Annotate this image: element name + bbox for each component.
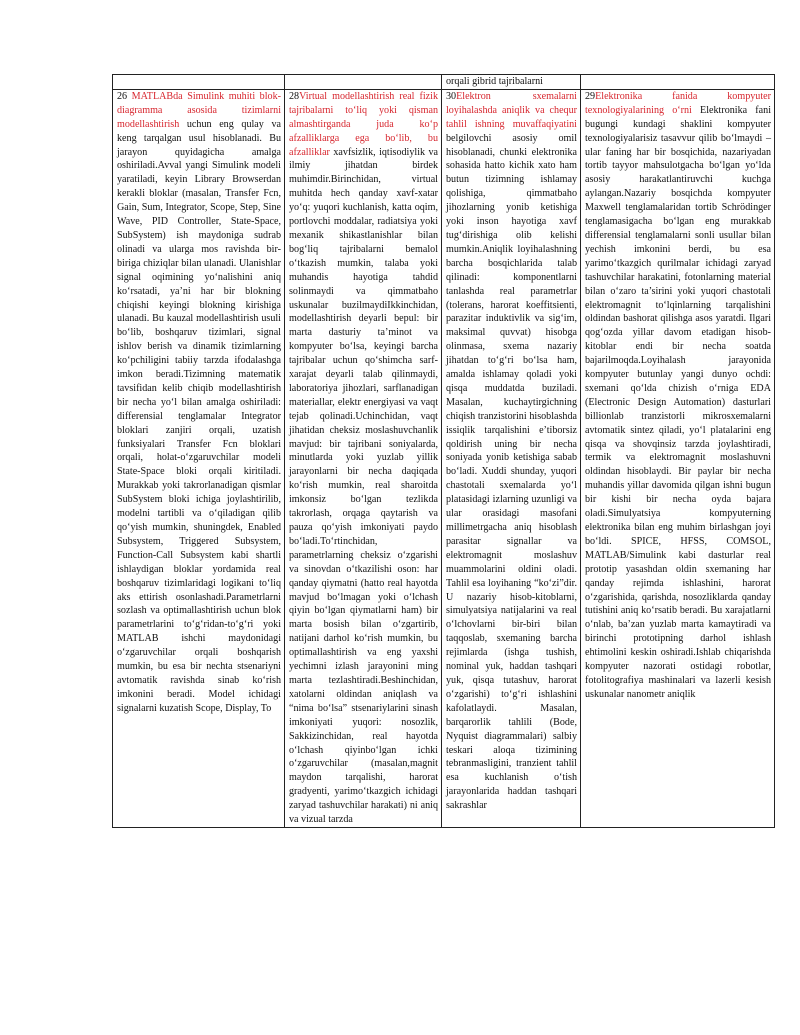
column-title: Virtual modellashtirish real fizik tajribalarni to‘liq yoki qisman almashtirganda juda ko‘p afzalliklarga ega bo‘lib, bu afzalliklar: [289, 90, 438, 158]
column-number: 30: [446, 90, 457, 102]
column-28: [285, 89, 442, 827]
column-body: belgilovchi asosiy omil hisoblanadi, chunki elektronika sohasida hatto kichik xato ham butun tizimning ishlamay qolishiga, qimmatbaho jihozlarning yonib ketishiga yoki inson hayotiga xavf tug‘dirishiga olib kelishi mumkin.Aniqlik loyihalashning barcha bosqichlarida talab qilinadi: komponentlarni tanlashda real parametrlar (tolerans, harorat koeffitsienti, parazitar induktivlik va sig‘im, maksimal quvvat) hisobga olinmasa, sxema nazariy jihatdan to‘g‘ri bo‘lsa ham, amalda ishlamay qoladi yoki qisqa muddatda buziladi. Masalan, kuchaytirgichning chiqish tranzistorini hisoblashda issiqlik tarqalishini e’tiborsiz qoldirish uning bir necha soniyada yonib ketishiga sabab bo‘ladi. Xuddi shunday, yuqori chastotali sxemalarda yo‘l platasidagi izlarning uzunligi va ular orasidagi masofani millimetrgacha aniq hisoblash parasitar signallar va elektromagnit moslashuv muammolarini oldini oladi. Tahlil esa loyihaning “ko‘zi”dir. U nazariy hisob-kitoblarni, simulyatsiya natijalarini va real o‘lchovlarni bir-biri bilan taqqoslab, sxemaning barcha rejimlarda (ishga tushish, nominal yuk, haddan tashqari yuk, qisqa tutashuv, harorat o‘zgarishi) to‘g‘ri ishlashini kafolatlaydi. Masalan, barqarorlik tahlili (Bode, Nyquist diagrammalari) salbiy teskari aloqa tizimining tebranmasligini, tranzient tahlil esa kuchlanish o‘tish jarayonlarida haddan tashqari sakrashlar: [446, 132, 577, 812]
column-title: Elektronika fanida kompyuter texnologiyalarining o‘rni: [585, 90, 771, 116]
column-body: uchun eng qulay va keng tarqalgan usul hisoblanadi. Bu jarayon quyidagicha amalga oshiriladi.Avval yangi Simulink modeli yaratiladi, keyin Library Browserdan kerakli bloklar (masalan, Transfer Fcn, Gain, Sum, Integrator, Scope, Step, Sine Wave, PID Controller, State-Space, SubSystem) ish maydoniga sudrab olinadi va ularga mos ravishda bir-biriga chiziqlar bilan ulanadi. Ulanishlar signal oqimining yo‘nalishini aniq ko‘rsatadi, ya’ni har bir blokning chiqishi keyingi blokning kirishiga ulanadi. Bu kauzal modellashtirish usuli bo‘lib, boshqaruv tizimlari, signal ishlov berish va dinamik tizimlarning ko‘pchiligini tabiiy tarzda ifodalashga imkon beradi.Tizimning matematik tavsifidan kelib chiqib modellashtirish bir necha yo‘l bilan amalga oshiriladi: differensial tenglamalar Integrator bloklari zanjiri orqali, uzatish funksiyalari Transfer Fcn bloklari orqali, holat-o‘zgaruvchilar modeli State-Space bloki orqali kiritiladi. Murakkab yoki takrorlanadigan qismlar SubSystem bloki ichiga joylashtirilib, modelni tartibli va o‘qiladigan qilib qo‘yish mumkin, shuningdek, Enabled Subsystem, Triggered Subsystem, Function-Call Subsystem kabi shartli ishlaydigan bloklar yordamida real boshqaruv tizimlaridagi logikani to‘liq aks ettirish osonlashadi.Parametrlarni sozlash va optimallashtirish uchun blok parametrlarini to‘g‘ridan-to‘g‘ri yoki MATLAB ishchi maydonidagi o‘zgaruvchilar orqali boshqarish mumkin, bu esa bir nechta stsenariyni avtomatik ravishda sinab ko‘rish imkonini beradi. Model ichidagi signalarni kuzatish Scope, Display, To: [117, 118, 281, 714]
top-cell-3: [442, 75, 581, 90]
column-number: 29: [585, 90, 596, 102]
top-cell-3-text: orqali gibrid tajribalarni: [446, 76, 543, 87]
column-body: Elektronika fani bugungi kundagi shaklini kompyuter texnologiyalarisiz tasavvur qilib bo‘lmaydi – ular faning har bir bosqichida, nazariyadan tortib tayyor mahsulotgacha bo‘lgan yo‘lda asosiy harakatlantiruvchi kuchga aylangan.Nazariy bosqichda kompyuter Maxwell tenglamalaridan tortib Schrödinger tenglamasigacha bo‘lgan eng murakkab differensial tenglamalarni sonli usullar bilan yechish imkonini berdi, bu esa yarimo‘tkazgich qurilmalar ichidagi zaryad tashuvchilar harakatini, fotonlarning material bilan o‘zaro ta’sirini yoki yuqori chastotali elektromagnit to‘lqinlarning tarqalishini oldindan bashorat qilishga asos yaratdi. Ilgari qog‘ozda yillar davom etadigan hisob-kitoblar endi bir necha soatda bajarilmoqda.Loyihalash jarayonida kompyuter butunlay yangi dunyo ochdi: sxemani qo‘lda chizish o‘rniga EDA (Electronic Design Automation) dasturlari billionlab tranzistorli mikrosxemalarni avtomatik sintez qiladi, yo‘l platalarini eng qisqa va shovqinsiz tarzda joylashtiradi, termik va elektromagnit moslashuvni oldindan hisoblaydi. Bir paylar bir necha muhandis yillar davomida qilgan ishni bugun bir kishi bir necha oyda bajara oladi.Simulyatsiya kompyuterning elektronika bilan eng muhim birlashgan joyi bo‘ldi. SPICE, HFSS, COMSOL, MATLAB/Simulink kabi dasturlar real prototip yasashdan oldin sxemaning har qanday rejimda ishlashini, harorat o‘zgarishida, qarishda, nosozliklarda qanday tutishini aniq ko‘rsatib beradi. Bu xarajatlarni o‘nlab, ba’zan yuzlab marta kamaytiradi va birinchi prototipning darhol ishlash ehtimolini keskin oshiradi.Ishlab chiqarishda kompyuter nazorati ostidagi robotlar, fotolitografiya mashinalari va lazerli kesish uskunalar nanometr aniqlik: [585, 104, 771, 700]
top-cell-2: [285, 75, 442, 90]
table-header-row: [113, 75, 775, 90]
column-title: MATLABda Simulink muhiti blok-diagramma asosida tizimlarni modellashtirish: [117, 90, 281, 130]
top-cell-1: [113, 75, 285, 90]
column-29: [581, 89, 775, 827]
column-number: 26: [117, 90, 128, 102]
column-26: [113, 89, 285, 827]
column-30: [442, 89, 581, 827]
column-number: 28: [289, 90, 300, 102]
column-title: Elektron sxemalarni loyihalashda aniqlik va chequr tahlil ishning muvaffaqiyatini: [446, 90, 577, 130]
table-body-row: [113, 89, 775, 827]
top-cell-4: [581, 75, 775, 90]
content-table: [112, 74, 775, 828]
column-body: xavfsizlik, iqtisodiylik va ilmiy jihatdan birdek muhimdir.Birinchidan, virtual muhitda hech qanday xavf-xatar yo‘q: yuqori kuchlanish, katta oqim, portlovchi moddalar, radiatsiya yoki mexanik shikastlanishlar bilan bog‘liq tajribalarni bemalol o‘tkazish mumkin, talaba yoki muhandis hayotiga tahdid solinmaydi va qimmatbaho uskunalar buzilmaydiIkkinchidan, modellashtirish deyarli bepul: bir marta dasturiy ta’minot va kompyuter bo‘lsa, keyingi barcha tajribalar uchun qo‘shimcha sarf-xarajat deyarli talab qilinmaydi, laboratoriya jihozlari, sarflanadigan materiallar, elektr energiyasi va vaqt tejab qolinadi.Uchinchidan, vaqt jihatidan cheksiz moslashuvchanlik mavjud: bir tajribani soniyalarda, minutlarda yoki yuzlab yillik jarayonlarni bir necha daqiqada ko‘rish mumkin, real sharoitda imkonsiz bo‘lgan tezlikda takrorlash, orqaga qaytarish va pauza qo‘yish imkoniyati paydo bo‘ladi.To‘rtinchidan, parametrlarning cheksiz o‘zgarishi va sinovdan o‘tkazilishi oson: har qanday qiymatni (hatto real hayotda mavjud bo‘lmagan yoki o‘lchash qiyin bo‘lgan qiymatlarni ham) bir marta bosish bilan o‘zgartirib, natijani darhol ko‘rish mumkin, bu optimallashtirish va eng yaxshi yechimni izlash jarayonini ming marta tezlashtiradi.Beshinchidan, xatolarni oldindan aniqlash va “nima bo‘lsa” stsenariylarini sinash imkoniyati yuqori: nosozlik, Sakkizinchidan, real hayotda o‘lchash qiyinbo‘lgan ichki o‘zgaruvchilar (masalan,magnit maydon tarqalishi, harorat gradyenti, yarimo‘tkazgich ichidagi zaryad tashuvchilar harakati) ni aniq va vizual tarzda: [289, 146, 438, 826]
